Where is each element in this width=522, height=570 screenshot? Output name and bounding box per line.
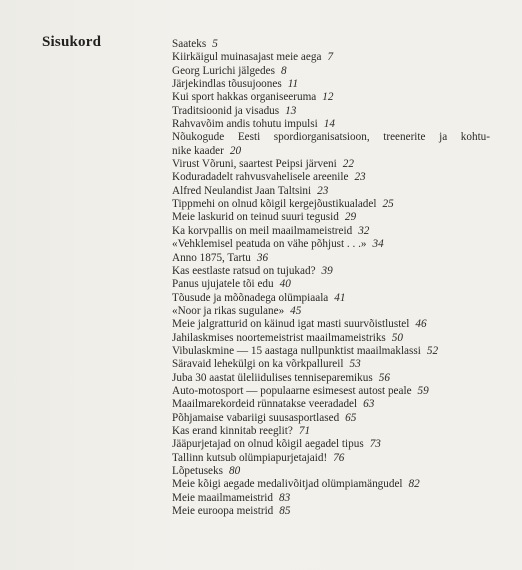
- toc-page-number: 23: [354, 171, 366, 184]
- toc-entry: [172, 51, 490, 64]
- toc-page-number: 59: [417, 384, 429, 397]
- toc-page-number: 63: [363, 398, 375, 411]
- toc-entry-title: Lõpetuseks: [172, 465, 223, 477]
- toc-entry: [172, 452, 490, 465]
- toc-entry: [172, 118, 490, 131]
- toc-page-number: 29: [344, 211, 357, 224]
- toc-page-number: 52: [426, 344, 439, 357]
- toc-entry: [172, 105, 490, 118]
- toc-page-number: 76: [333, 451, 345, 464]
- toc-entry-title: Säravaid lehekülgi on ka võrkpallureil: [172, 358, 344, 371]
- toc-entry-title: Kui sport hakkas organiseeruma: [172, 91, 317, 104]
- toc-page-number: 25: [382, 198, 394, 211]
- toc-entry: [172, 158, 490, 171]
- toc-entry: [172, 65, 490, 78]
- toc-entry-title: Maailmarekordeid rünnatakse veeradadel: [172, 398, 358, 411]
- toc-entry: [172, 185, 490, 198]
- toc-entry-title: Traditsioonid ja visadus: [172, 104, 280, 117]
- toc-page-number: 71: [298, 424, 311, 437]
- toc-entry: [172, 398, 490, 411]
- toc-page-number: 14: [323, 118, 335, 131]
- toc-entry: [172, 78, 490, 91]
- toc-entry-title: Meie maailmameistrid: [172, 491, 273, 504]
- toc-entry-title: Tallinn kutsub olümpiapurjetajaid!: [172, 451, 328, 464]
- table-of-contents: [172, 38, 490, 518]
- toc-page-number: 82: [408, 478, 420, 491]
- toc-entry-title: Kiirkäigul muinasajast meie aega: [172, 51, 322, 64]
- toc-entry: [172, 478, 490, 491]
- toc-entry-title: Meie laskurid on teinud suuri tegusid: [172, 211, 339, 224]
- toc-entry-title-continued: nike kaader: [172, 144, 224, 157]
- toc-entry-title: Panus ujujatele tõi edu: [172, 278, 274, 291]
- toc-page-number: 13: [285, 104, 297, 117]
- toc-page-number: 73: [369, 438, 381, 451]
- toc-entry-title: Anno 1875, Tartu: [172, 251, 251, 264]
- toc-entry-title: Jahilaskmises noortemeistrist maailmameistriks: [172, 331, 386, 344]
- toc-entry: [172, 372, 490, 385]
- toc-page-number: 36: [256, 251, 269, 264]
- toc-page-number: 34: [372, 238, 384, 251]
- toc-entry-title: Meie kõigi aegade medalivõitjad olümpiamängudel: [172, 478, 403, 491]
- toc-page-number: 45: [290, 304, 302, 317]
- toc-entry: [172, 425, 490, 438]
- toc-entry-title: «Vehklemisel peatuda on vähe põhjust . . .»: [172, 238, 367, 251]
- toc-entry-title: Meie euroopa meistrid: [172, 505, 274, 518]
- toc-page-number: 5: [212, 38, 218, 50]
- toc-entry-title: Georg Lurichi jälgedes: [172, 64, 275, 77]
- toc-entry: [172, 438, 490, 451]
- toc-page-number: 83: [278, 491, 291, 504]
- toc-entry: [172, 131, 490, 158]
- toc-entry-title: Virust Võruni, saartest Peipsi järveni: [172, 158, 337, 171]
- toc-entry-title: Alfred Neulandist Jaan Taltsini: [172, 184, 312, 197]
- toc-page-number: 7: [327, 51, 334, 64]
- toc-page-number: 85: [279, 505, 291, 518]
- toc-page-number: 46: [415, 318, 427, 331]
- toc-entry-title: Kas eestlaste ratsud on tujukad?: [172, 264, 316, 277]
- toc-entry: [172, 492, 490, 505]
- toc-entry-title: Saateks: [172, 38, 207, 50]
- toc-entry: [172, 412, 490, 425]
- toc-entry-title: Tippmehi on olnud kõigil kergejõustikualadel: [172, 198, 377, 211]
- toc-page-number: 56: [378, 371, 390, 384]
- toc-entry-title: Juba 30 aastat üleliidulises tenniseparemikus: [172, 371, 373, 384]
- toc-entry: [172, 358, 490, 371]
- toc-entry-title: Järjekindlas tõusujoones: [172, 78, 282, 91]
- toc-entry-title: Jääpurjetajad on olnud kõigil aegadel tipus: [172, 438, 364, 451]
- toc-page-number: 39: [321, 264, 333, 277]
- toc-page-number: 80: [228, 465, 241, 477]
- toc-entry: [172, 238, 490, 251]
- toc-entry: [172, 385, 490, 398]
- toc-entry: [172, 465, 490, 478]
- toc-page-number: 65: [345, 411, 357, 424]
- toc-entry: [172, 505, 490, 518]
- toc-entry-title: Rahvavõim andis tohutu impulsi: [172, 118, 318, 131]
- toc-entry-title: Auto-motosport — populaarne esimesest autost peale: [172, 384, 412, 397]
- toc-entry: [172, 38, 490, 51]
- toc-entry: [172, 305, 490, 318]
- toc-entry: [172, 265, 490, 278]
- toc-entry-title: Põhjamaise vabariigi suusasportlased: [172, 411, 340, 424]
- toc-entry-title: Meie jalgratturid on käinud igat masti suurvõistlustel: [172, 318, 410, 331]
- toc-page-number: 20: [229, 144, 242, 157]
- toc-entry: [172, 211, 490, 224]
- toc-entry-title: «Noor ja rikas sugulane»: [172, 304, 285, 317]
- toc-entry-title: Vibulaskmine — 15 aastaga nullpunktist maailmaklassi: [172, 344, 421, 357]
- toc-page-number: 11: [287, 78, 299, 91]
- toc-entry: [172, 278, 490, 291]
- toc-entry-title: Tõusude ja mõõnadega olümpiaala: [172, 291, 329, 304]
- toc-entry-title: Nõukogude Eesti spordiorganisatsioon, treenerite ja kohtu-: [172, 131, 490, 144]
- toc-entry: [172, 318, 490, 331]
- toc-entry: [172, 91, 490, 104]
- toc-entry: [172, 292, 490, 305]
- toc-entry: [172, 198, 490, 211]
- toc-entry-title: Kas erand kinnitab reeglit?: [172, 424, 293, 437]
- toc-page-number: 12: [322, 91, 334, 104]
- toc-page-number: 23: [317, 184, 329, 197]
- toc-entry: [172, 252, 490, 265]
- toc-entry-title: Koduradadelt rahvusvahelisele areenile: [172, 171, 349, 184]
- toc-entry: [172, 225, 490, 238]
- toc-page-number: 32: [358, 224, 370, 237]
- toc-entry: [172, 345, 490, 358]
- toc-page-number: 8: [280, 64, 287, 77]
- page-title: Sisukord: [42, 34, 102, 50]
- toc-page-number: 50: [391, 331, 403, 344]
- toc-entry: [172, 332, 490, 345]
- toc-page-number: 41: [334, 291, 346, 304]
- toc-page-number: 40: [279, 278, 291, 291]
- toc-page-number: 22: [342, 158, 354, 171]
- toc-entry: [172, 171, 490, 184]
- toc-page-number: 53: [349, 358, 361, 371]
- toc-entry-title: Ka korvpallis on meil maailmameistreid: [172, 224, 353, 237]
